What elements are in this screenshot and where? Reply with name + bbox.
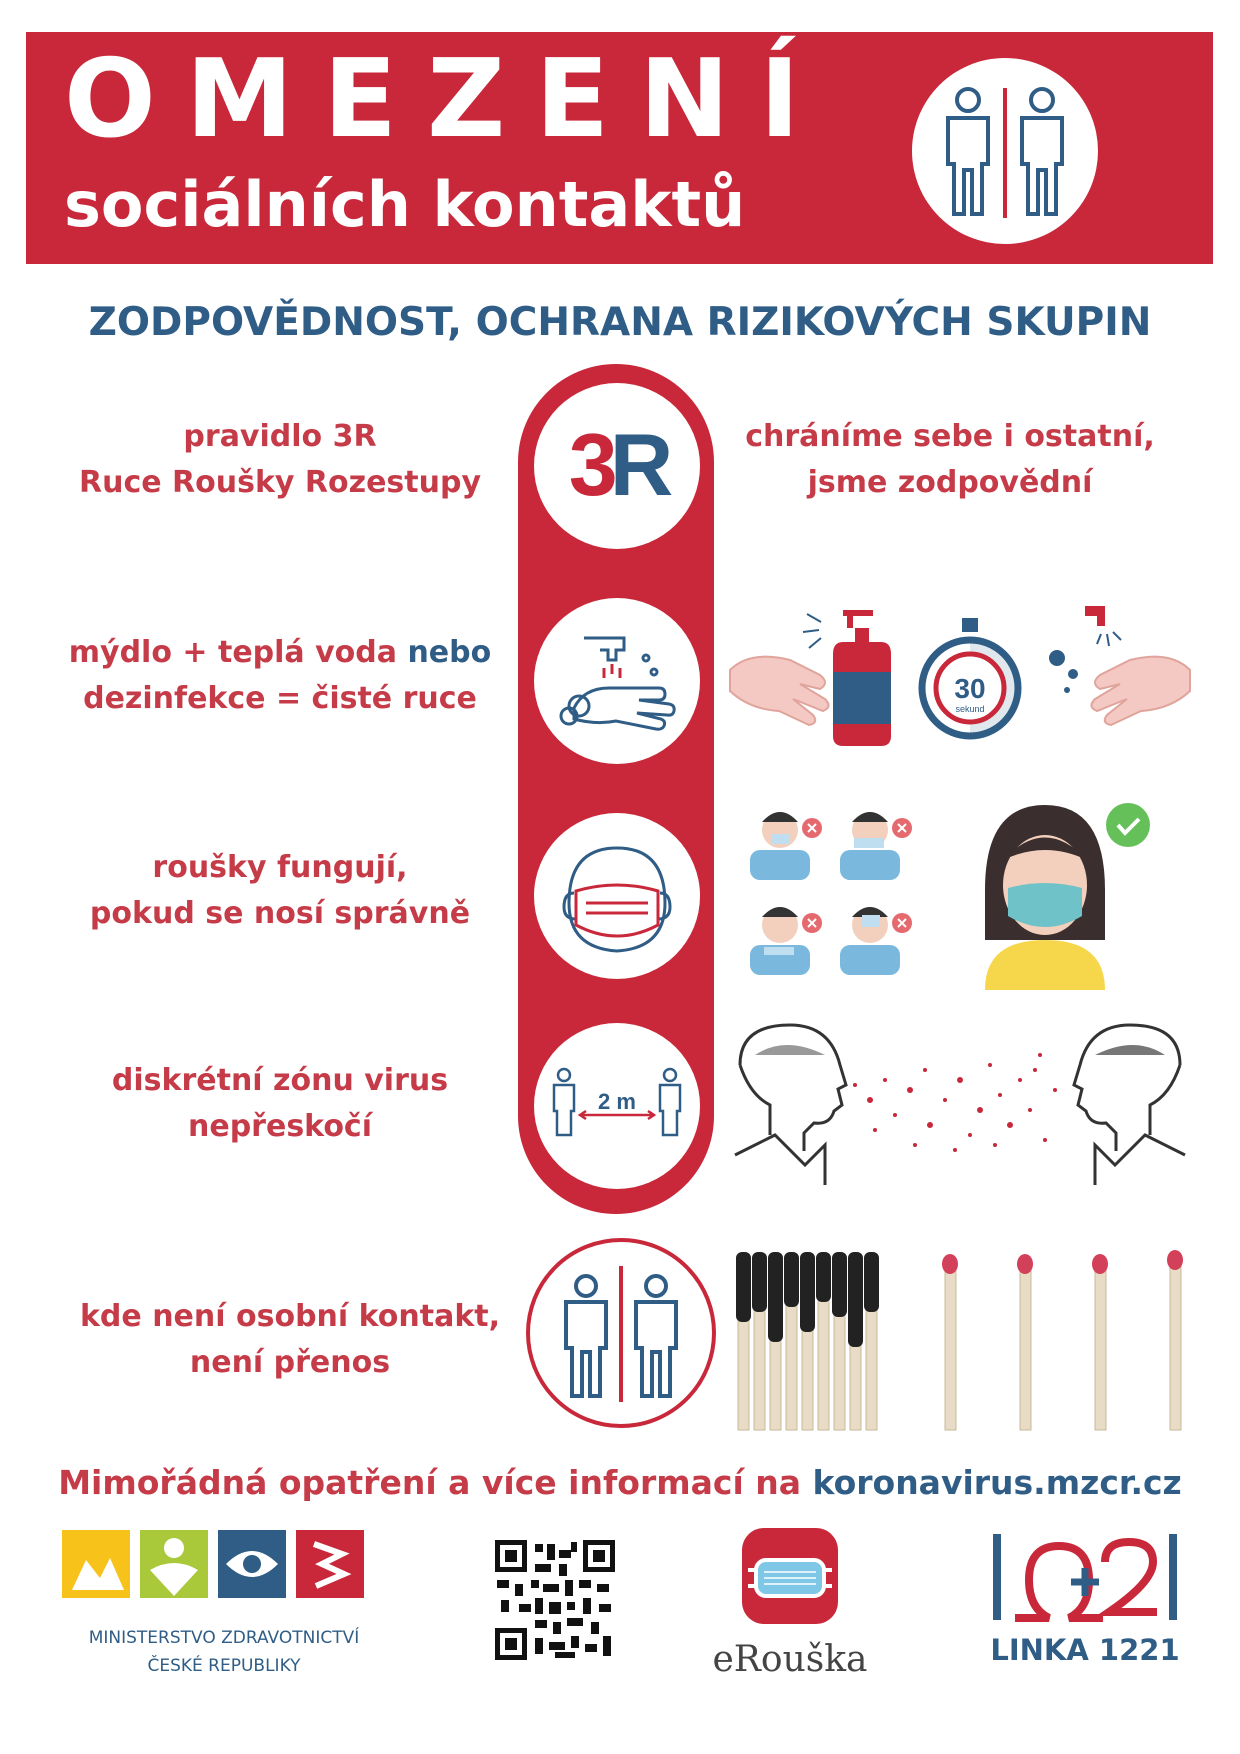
timer-unit: sekund — [955, 704, 985, 714]
row-hands-left-line2: dezinfekce = čisté ruce — [83, 681, 477, 716]
mask-circle — [534, 813, 700, 979]
hotline-logo — [985, 1528, 1185, 1628]
man-listening-icon — [1074, 1025, 1185, 1185]
row-3r-right-line1: chráníme sebe i ostatní, — [745, 419, 1155, 454]
page-subtitle: sociálních kontaktů — [64, 168, 746, 241]
row-hands-text-a: mýdlo + teplá voda — [68, 635, 408, 670]
banner-icon-circle — [912, 58, 1098, 244]
row-3r-left-line1: pravidlo 3R — [183, 419, 377, 454]
qr-code[interactable] — [495, 1540, 615, 1660]
row-hands-left — [60, 630, 500, 722]
handwash-icon — [534, 598, 700, 764]
row-hands-left-line1 — [60, 630, 500, 676]
tagline: ZODPOVĚDNOST, OCHRANA RIZIKOVÝCH SKUPIN — [88, 300, 1152, 345]
no-contact-circle — [526, 1238, 716, 1428]
page-title: OMEZENÍ — [64, 37, 830, 162]
row-contact-left-line1: kde není osobní kontakt, — [79, 1299, 501, 1334]
info-link[interactable]: koronavirus.mzcr.cz — [812, 1463, 1182, 1502]
man-sneezing-icon — [735, 1025, 846, 1185]
hotline-1221-icon — [985, 1528, 1185, 1628]
ministry-logo-icon — [62, 1530, 377, 1615]
ministry-line2: ČESKÉ REPUBLIKY — [147, 1656, 301, 1676]
3r-logo-r: R — [609, 415, 666, 514]
handwash-circle — [534, 598, 700, 764]
distance-label: 2 m — [598, 1089, 636, 1114]
person-wrong-4-icon — [840, 907, 912, 975]
face-mask-icon — [534, 813, 700, 979]
ministry-logo — [62, 1530, 377, 1615]
row-3r-left-line2: Ruce Roušky Rozestupy — [78, 465, 481, 500]
erouska-app-logo — [742, 1528, 838, 1624]
matches-illustration — [730, 1250, 1190, 1430]
woman-correct-mask-icon — [985, 803, 1150, 990]
droplets-illustration — [735, 1025, 1185, 1190]
person-wrong-3-icon — [750, 907, 822, 975]
row-3r-right — [730, 414, 1170, 506]
qr-code-icon — [495, 1540, 615, 1660]
row-mask-left-line2: pokud se nosí správně — [89, 896, 471, 931]
info-line — [0, 1458, 1240, 1508]
erouska-icon — [742, 1528, 838, 1624]
info-text: Mimořádná opatření a více informací na — [58, 1463, 813, 1502]
row-distance-left-line2: nepřeskočí — [188, 1109, 372, 1144]
unburnt-matches-icon — [942, 1250, 1183, 1430]
row-hands-text-b: nebo — [407, 635, 492, 670]
3r-circle — [534, 383, 700, 549]
mask-illustration — [740, 790, 1180, 990]
hands-right-icon — [1049, 606, 1190, 725]
hands-left-icon — [730, 657, 829, 725]
timer-value: 30 — [954, 673, 986, 704]
burnt-matches-icon — [736, 1252, 879, 1430]
timer-icon — [922, 618, 1018, 736]
distance-circle — [534, 1023, 700, 1189]
3r-logo-icon — [534, 383, 700, 549]
person-wrong-1-icon — [750, 812, 822, 880]
two-people-icon — [912, 58, 1098, 244]
row-distance-left — [60, 1058, 500, 1150]
social-distance-icon — [534, 1023, 700, 1189]
row-3r-left — [60, 414, 500, 506]
erouska-app-name: eRouška — [712, 1639, 868, 1680]
svg-text:3R — [569, 415, 672, 514]
person-wrong-2-icon — [840, 812, 912, 880]
wrong-mask-examples — [750, 812, 912, 975]
ministry-name — [44, 1624, 404, 1680]
ministry-line1: MINISTERSTVO ZDRAVOTNICTVÍ — [88, 1628, 360, 1648]
droplets-icon — [853, 1053, 1057, 1152]
two-people-separated-icon — [530, 1242, 712, 1424]
3r-logo-3: 3 — [568, 415, 610, 514]
row-3r-right-line2: jsme zodpovědní — [807, 465, 1093, 500]
row-mask-left — [60, 845, 500, 937]
handwash-illustration — [725, 600, 1195, 750]
row-contact-left — [60, 1294, 520, 1386]
hotline-label: LINKA 1221 — [990, 1633, 1180, 1667]
row-contact-left-line2: není přenos — [189, 1345, 391, 1380]
row-distance-left-line1: diskrétní zónu virus — [111, 1063, 449, 1098]
row-mask-left-line1: roušky fungují, — [152, 850, 408, 885]
